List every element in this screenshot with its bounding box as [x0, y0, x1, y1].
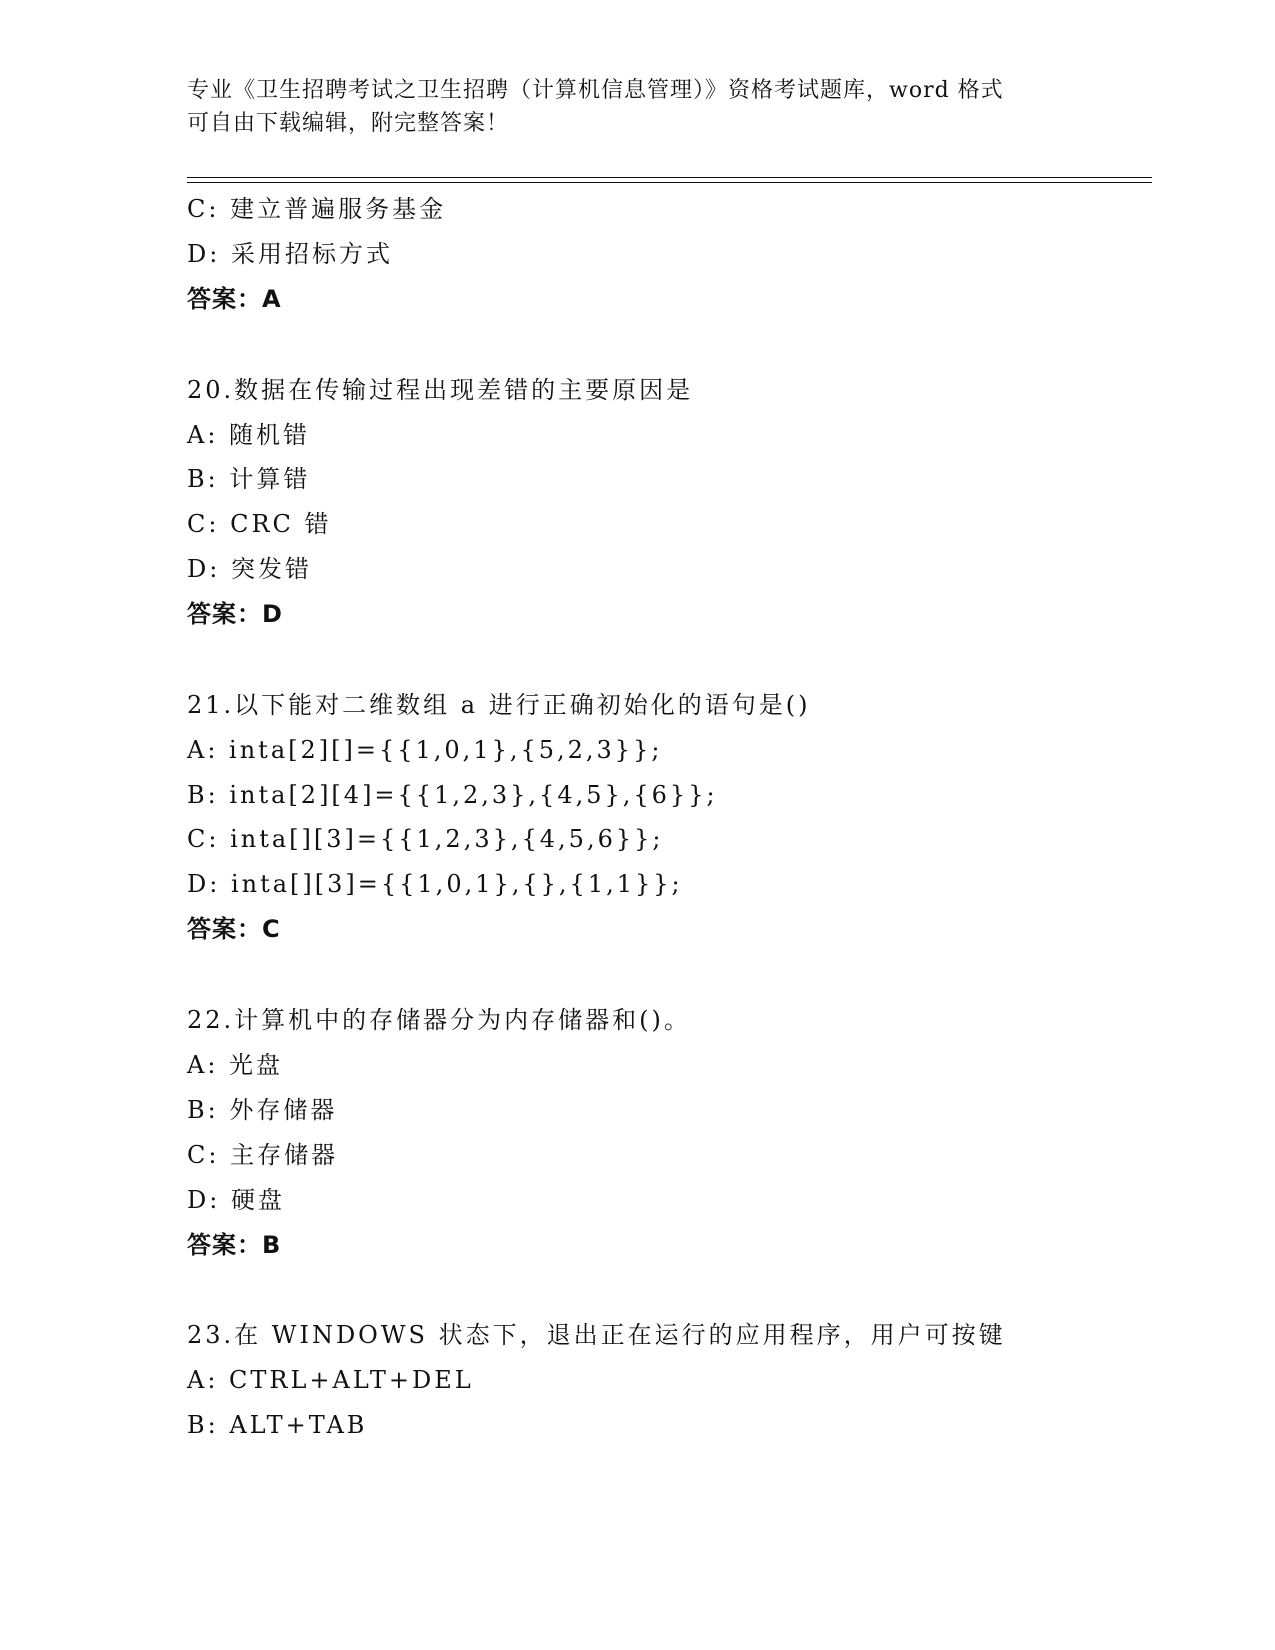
question-21: 21.以下能对二维数组 a 进行正确初始化的语句是()	[187, 691, 811, 719]
option-c-line: C: 主存储器	[187, 1141, 339, 1169]
option-c-line: C: 建立普遍服务基金	[187, 195, 447, 223]
answer-line: 答案：B	[187, 1231, 282, 1259]
option-d-line: D: 采用招标方式	[187, 240, 393, 268]
option-a-line: A: inta[2][]={{1,0,1},{5,2,3}};	[187, 736, 663, 764]
option-d-line: D: inta[][3]={{1,0,1},{},{1,1}};	[187, 870, 683, 898]
question-23: 23.在 WINDOWS 状态下，退出正在运行的应用程序，用户可按键	[187, 1321, 1006, 1349]
option-b-line: B: ALT+TAB	[187, 1411, 368, 1439]
answer-line: 答案：A	[187, 285, 282, 313]
option-d-line: D: 突发错	[187, 555, 312, 583]
question-22: 22.计算机中的存储器分为内存储器和()。	[187, 1006, 691, 1034]
document-header	[187, 74, 1087, 140]
option-a-line: A: CTRL+ALT+DEL	[187, 1366, 474, 1394]
question-20: 20.数据在传输过程出现差错的主要原因是	[187, 376, 694, 404]
header-rule-bottom	[187, 182, 1152, 183]
header-rule-top	[187, 177, 1152, 178]
answer-line: 答案：C	[187, 915, 281, 943]
option-a-line: A: 随机错	[187, 421, 311, 449]
option-b-line: B: inta[2][4]={{1,2,3},{4,5},{6}};	[187, 781, 718, 809]
header-line-1: 专业《卫生招聘考试之卫生招聘（计算机信息管理）》资格考试题库，word 格式	[187, 78, 1004, 103]
option-c-line: C: inta[][3]={{1,2,3},{4,5,6}};	[187, 825, 664, 853]
answer-line: 答案：D	[187, 600, 283, 628]
option-d-line: D: 硬盘	[187, 1186, 285, 1214]
option-b-line: B: 计算错	[187, 465, 311, 493]
option-c-line: C: CRC 错	[187, 510, 332, 538]
option-b-line: B: 外存储器	[187, 1096, 338, 1124]
header-line-2: 可自由下载编辑，附完整答案！	[187, 111, 510, 136]
option-a-line: A: 光盘	[187, 1051, 284, 1079]
